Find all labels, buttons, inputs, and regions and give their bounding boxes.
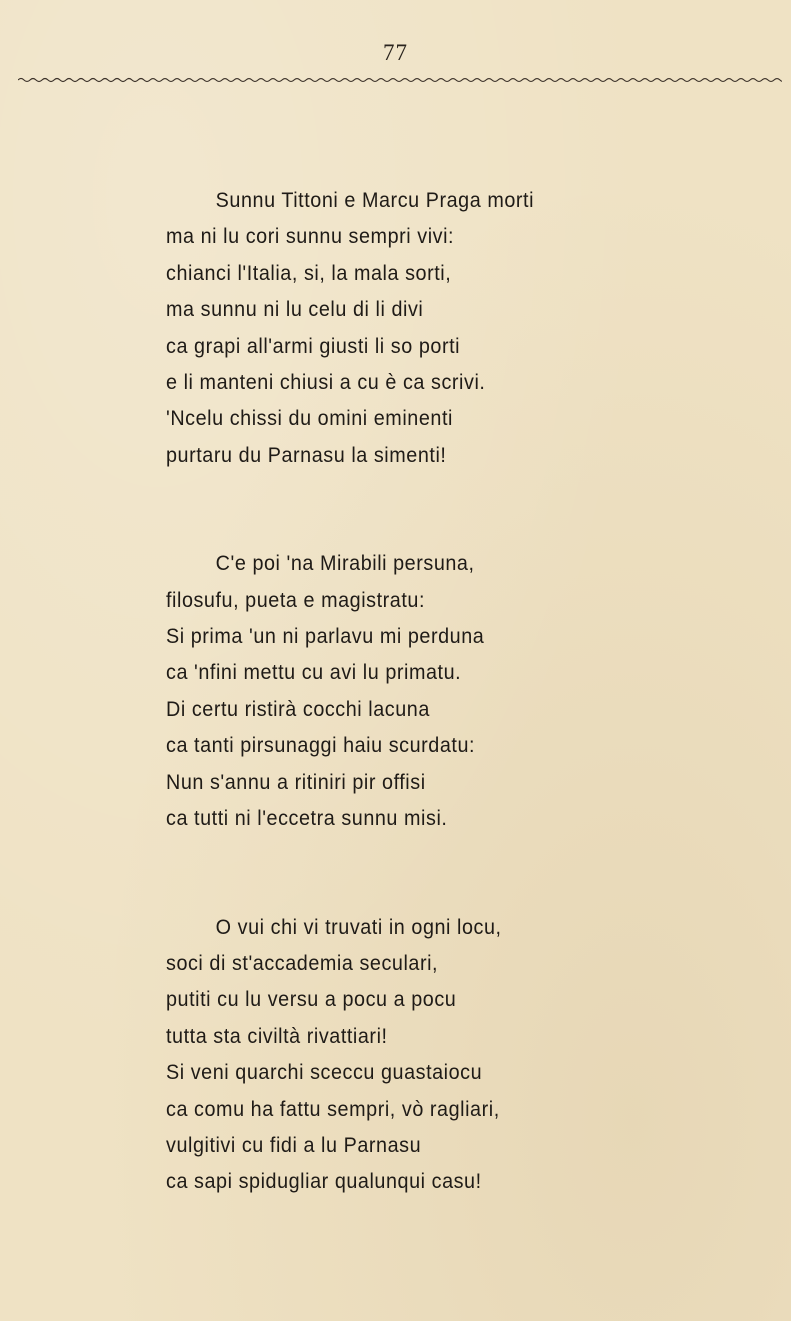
verse-line: Si prima 'un ni parlavu mi perduna [166, 624, 485, 649]
ornamental-rule [18, 74, 782, 86]
verse-line: ca sapi spidugliar qualunqui casu! [166, 1169, 482, 1194]
verse-line: tutta sta civiltà rivattiari! [166, 1023, 388, 1048]
verse-line: ca grapi all'armi giusti li so porti [166, 333, 461, 358]
verse-line: ma ni lu cori sunnu sempri vivi: [166, 224, 455, 249]
verse-line: O vui chi vi truvati in ogni locu, [215, 914, 502, 939]
verse-line: soci di st'accademia seculari, [166, 950, 439, 975]
verse-line: Si veni quarchi sceccu guastaiocu [166, 1060, 483, 1085]
verse-line: e li manteni chiusi a cu è ca scrivi. [166, 370, 486, 395]
poem [166, 182, 686, 1272]
verse-line: 'Ncelu chissi du omini eminenti [166, 406, 453, 431]
page-number: 77 [383, 40, 408, 65]
verse-line: vulgitivi cu fidi a lu Parnasu [166, 1132, 422, 1157]
verse-line: putiti cu lu versu a pocu a pocu [166, 987, 457, 1012]
verse-line: Nun s'annu a ritiniri pir offisi [166, 769, 426, 794]
verse-line: ca tutti ni l'eccetra sunnu misi. [166, 806, 448, 831]
verse-line: chianci l'Italia, si, la mala sorti, [166, 260, 452, 285]
verse-line: ca tanti pirsunaggi haiu scurdatu: [166, 733, 476, 758]
verse-line: ca 'nfini mettu cu avi lu primatu. [166, 660, 462, 685]
verse-line: filosufu, pueta e magistratu: [166, 587, 426, 612]
verse-line: ma sunnu ni lu celu di li divi [166, 297, 424, 322]
verse-line: purtaru du Parnasu la simenti! [166, 442, 447, 467]
stanza-1 [166, 182, 686, 473]
verse-line: Di certu ristirà cocchi lacuna [166, 696, 430, 721]
verse-line: Sunnu Tittoni e Marcu Praga morti [215, 188, 535, 212]
stanza-3 [166, 909, 686, 1200]
verse-line: ca comu ha fattu sempri, vò ragliari, [166, 1096, 500, 1121]
verse-line: C'e poi 'na Mirabili persuna, [215, 551, 475, 576]
stanza-2 [166, 545, 686, 836]
